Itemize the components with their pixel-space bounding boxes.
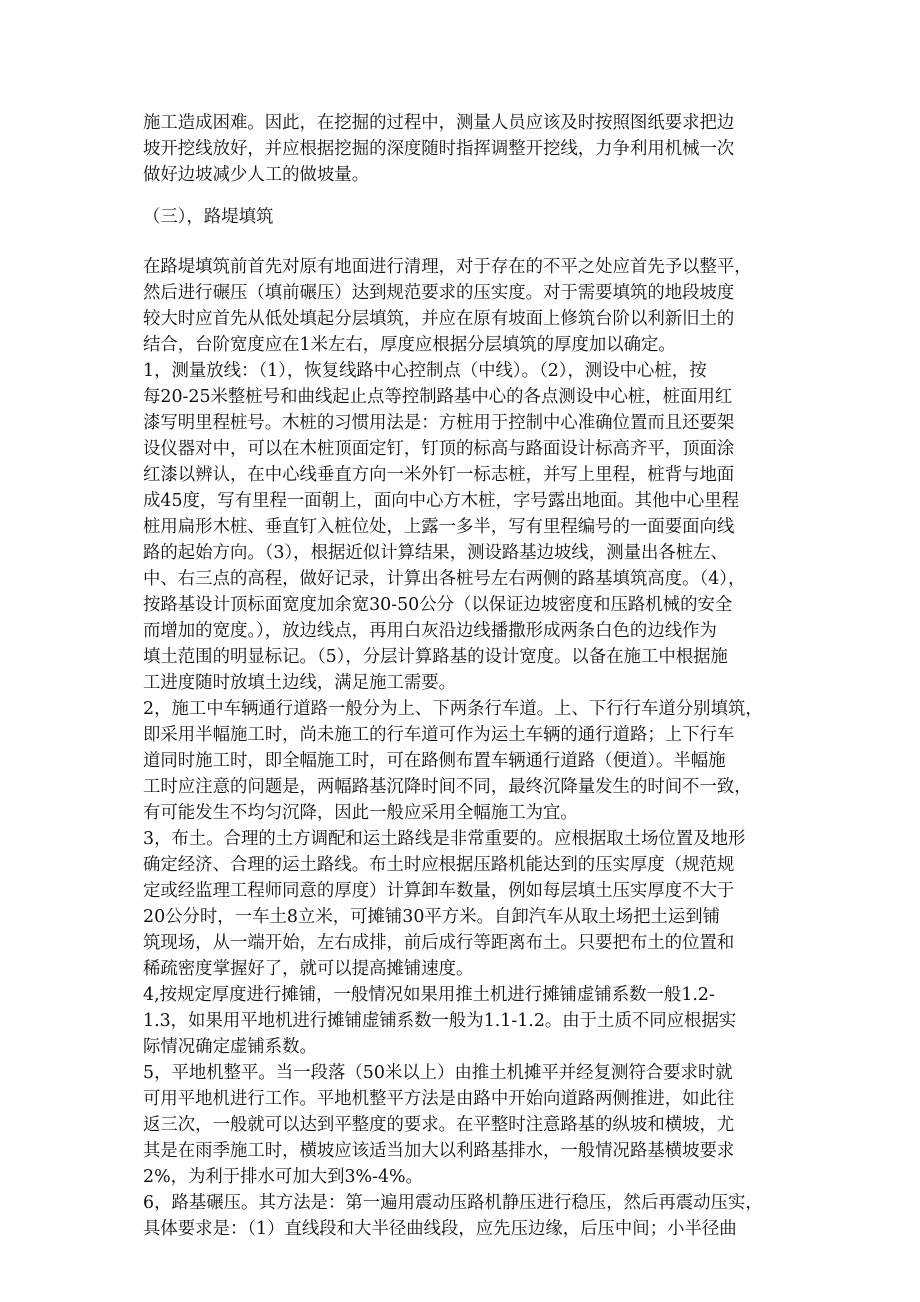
text-line: 成45度，写有里程一面朝上，面向中心方木桩，字号露出地面。其他中心里程 — [143, 491, 740, 511]
text-line: 稀疏密度掌握好了，就可以提高摊铺速度。 — [143, 959, 474, 979]
text-line: 施工造成困难。因此，在挖掘的过程中，测量人员应该及时按照图纸要求把边 — [143, 113, 735, 133]
text-line: 做好边坡减少人工的做坡量。 — [143, 165, 370, 185]
text-line: 2，施工中车辆通行道路一般分为上、下两条行车道。上、下行行车道分别填筑， — [143, 699, 763, 719]
text-line: 定或经监理工程师同意的厚度）计算卸车数量，例如每层填土压实厚度不大于 — [143, 881, 735, 901]
text-line: 中、右三点的高程，做好记录，计算出各桩号左右两侧的路基填筑高度。（4）， — [143, 569, 746, 589]
text-line: 6，路基碾压。其方法是：第一遍用震动压路机静压进行稳压，然后再震动压实， — [143, 1193, 763, 1213]
text-line: 道同时施工时，即全幅施工时，可在路侧布置车辆通行道路（便道）。半幅施 — [143, 751, 726, 771]
text-line: 具体要求是：（1）直线段和大半径曲线段，应先压边缘，后压中间；小半径曲 — [143, 1219, 737, 1239]
document-page — [143, 110, 803, 1242]
text-line: 4,按规定厚度进行摊铺，一般情况如果用推土机进行摊铺虚铺系数一般1.2- — [143, 985, 715, 1005]
text-line: 每20-25米整桩号和曲线起止点等控制路基中心的各点测设中心桩，桩面用红 — [143, 387, 733, 407]
text-line: 3，布土。合理的土方调配和运土路线是非常重要的。应根据取土场位置及地形 — [143, 829, 746, 849]
text-line: 按路基设计顶标面宽度加余宽30-50公分（以保证边坡密度和压路机械的安全 — [143, 595, 733, 615]
text-line: 5，平地机整平。当一段落（50米以上）由推土机摊平并经复测符合要求时就 — [143, 1063, 733, 1083]
text-line: 20公分时，一车土8立米，可摊铺30平方米。自卸汽车从取土场把土运到铺 — [143, 907, 721, 927]
body-text — [143, 254, 803, 1242]
text-line: 而增加的宽度。），放边线点，再用白灰沿边线播撒形成两条白色的边线作为 — [143, 621, 717, 641]
text-line: 1，测量放线：（1），恢复线路中心控制点（中线）。（2），测设中心桩，按 — [143, 361, 707, 381]
text-line: 红漆以辨认，在中心线垂直方向一米外钉一标志桩，并写上里程，桩背与地面 — [143, 465, 735, 485]
text-line: 即采用半幅施工时，尚未施工的行车道可作为运土车辆的通行道路；上下行车 — [143, 725, 735, 745]
text-line: 较大时应首先从低处填起分层填筑，并应在原有坡面上修筑台阶以利新旧土的 — [143, 309, 735, 329]
text-line: 桩用扁形木桩、垂直钉入桩位处，上露一多半，写有里程编号的一面要面向线 — [143, 517, 735, 537]
text-line: 然后进行碾压（填前碾压）达到规范要求的压实度。对于需要填筑的地段坡度 — [143, 283, 735, 303]
intro-paragraph — [143, 110, 803, 188]
text-line: 确定经济、合理的运土路线。布土时应根据压路机能达到的压实厚度（规范规 — [143, 855, 735, 875]
text-line: 有可能发生不均匀沉降，因此一般应采用全幅施工为宜。 — [143, 803, 578, 823]
text-line: 1.3，如果用平地机进行摊铺虚铺系数一般为1.1-1.2。由于土质不同应根据实 — [143, 1011, 737, 1031]
text-line: 筑现场，从一端开始，左右成排，前后成行等距离布土。只要把布土的位置和 — [143, 933, 735, 953]
text-line: 际情况确定虚铺系数。 — [143, 1037, 317, 1057]
section-heading: （三），路堤填筑 — [143, 207, 274, 227]
text-line: 工进度随时放填土边线，满足施工需要。 — [143, 673, 457, 693]
text-line: 可用平地机进行工作。平地机整平方法是由路中开始向道路两侧推进，如此往 — [143, 1089, 735, 1109]
text-line: 路的起始方向。（3），根据近似计算结果，测设路基边坡线，测量出各桩左、 — [143, 543, 728, 563]
text-line: 其是在雨季施工时，横坡应该适当加大以利路基排水，一般情况路基横坡要求 — [143, 1141, 735, 1161]
text-line: 2%，为利于排水可加大到3%-4%。 — [143, 1167, 423, 1187]
text-line: 坡开挖线放好，并应根据挖掘的深度随时指挥调整开挖线，力争利用机械一次 — [143, 139, 735, 159]
text-line: 漆写明里程桩号。木桩的习惯用法是：方桩用于控制中心准确位置而且还要架 — [143, 413, 735, 433]
text-line: 填土范围的明显标记。（5），分层计算路基的设计宽度。以备在施工中根据施 — [143, 647, 728, 667]
text-line: 结合，台阶宽度应在1米左右，厚度应根据分层填筑的厚度加以确定。 — [143, 335, 676, 355]
text-line: 设仪器对中，可以在木桩顶面定钉，钉顶的标高与路面设计标高齐平，顶面涂 — [143, 439, 735, 459]
text-line: 在路堤填筑前首先对原有地面进行清理，对于存在的不平之处应首先予以整平， — [143, 257, 752, 277]
text-line: 返三次，一般就可以达到平整度的要求。在平整时注意路基的纵坡和横坡，尤 — [143, 1115, 735, 1135]
text-line: 工时应注意的问题是，两幅路基沉降时间不同，最终沉降量发生的时间不一致， — [143, 777, 752, 797]
